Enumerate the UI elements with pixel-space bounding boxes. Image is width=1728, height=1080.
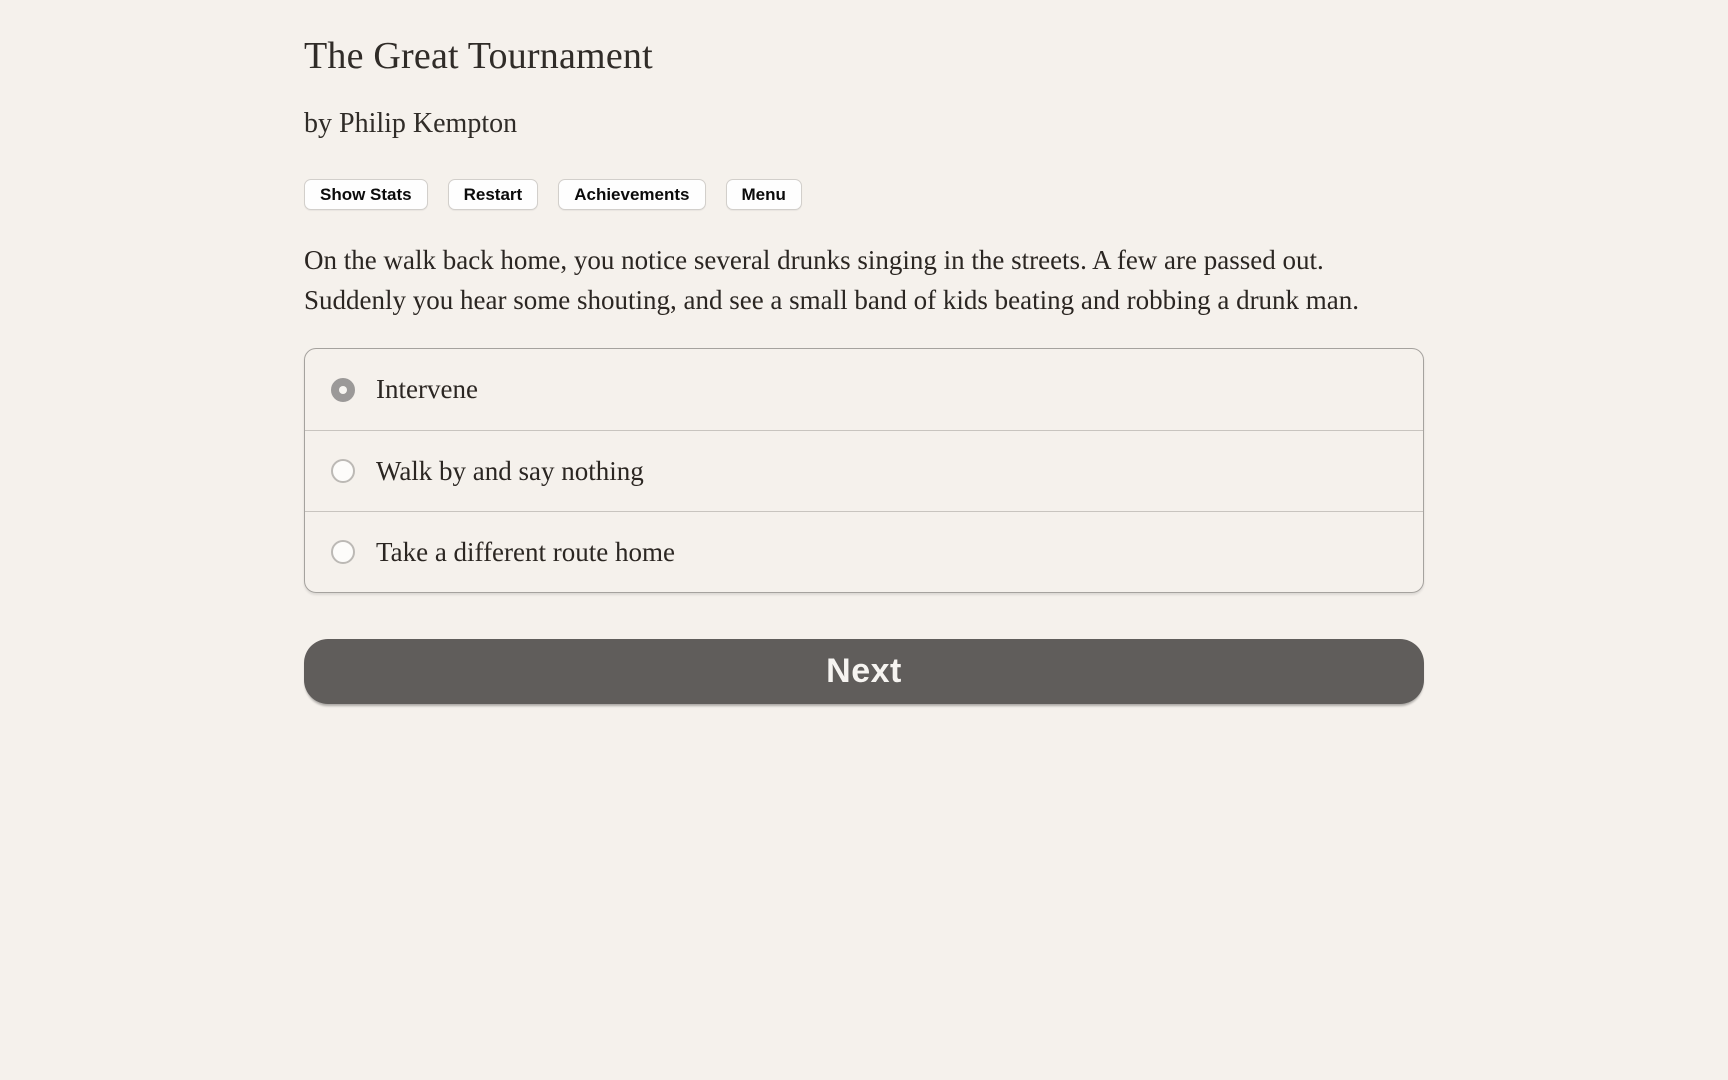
page-title: The Great Tournament <box>304 35 653 77</box>
choice-option-different-route[interactable] <box>305 511 1423 592</box>
choice-option-label: Take a different route home <box>376 536 675 567</box>
choice-option-label: Walk by and say nothing <box>376 455 644 486</box>
author-line: by Philip Kempton <box>304 108 518 139</box>
radio-button-icon[interactable] <box>331 378 355 402</box>
radio-button-icon[interactable] <box>331 540 355 564</box>
choice-option-intervene[interactable] <box>305 349 1423 430</box>
choice-option-label: Intervene <box>376 374 478 404</box>
choice-option-walk-by[interactable] <box>305 430 1423 511</box>
toolbar <box>304 178 1424 210</box>
story-paragraph: On the walk back home, you notice several drunks singing in the streets. A few are passed out. Suddenly you hear some shouting, and see a small band of kids beating and robbing a drunk man. <box>304 245 1360 315</box>
next-button[interactable]: Next <box>304 639 1424 704</box>
choice-group <box>304 348 1424 593</box>
radio-button-icon[interactable] <box>331 459 355 483</box>
game-page <box>304 0 1424 704</box>
restart-button[interactable]: Restart <box>448 179 539 210</box>
show-stats-button[interactable]: Show Stats <box>304 179 428 210</box>
achievements-button[interactable]: Achievements <box>558 179 705 210</box>
menu-button[interactable]: Menu <box>726 179 802 210</box>
